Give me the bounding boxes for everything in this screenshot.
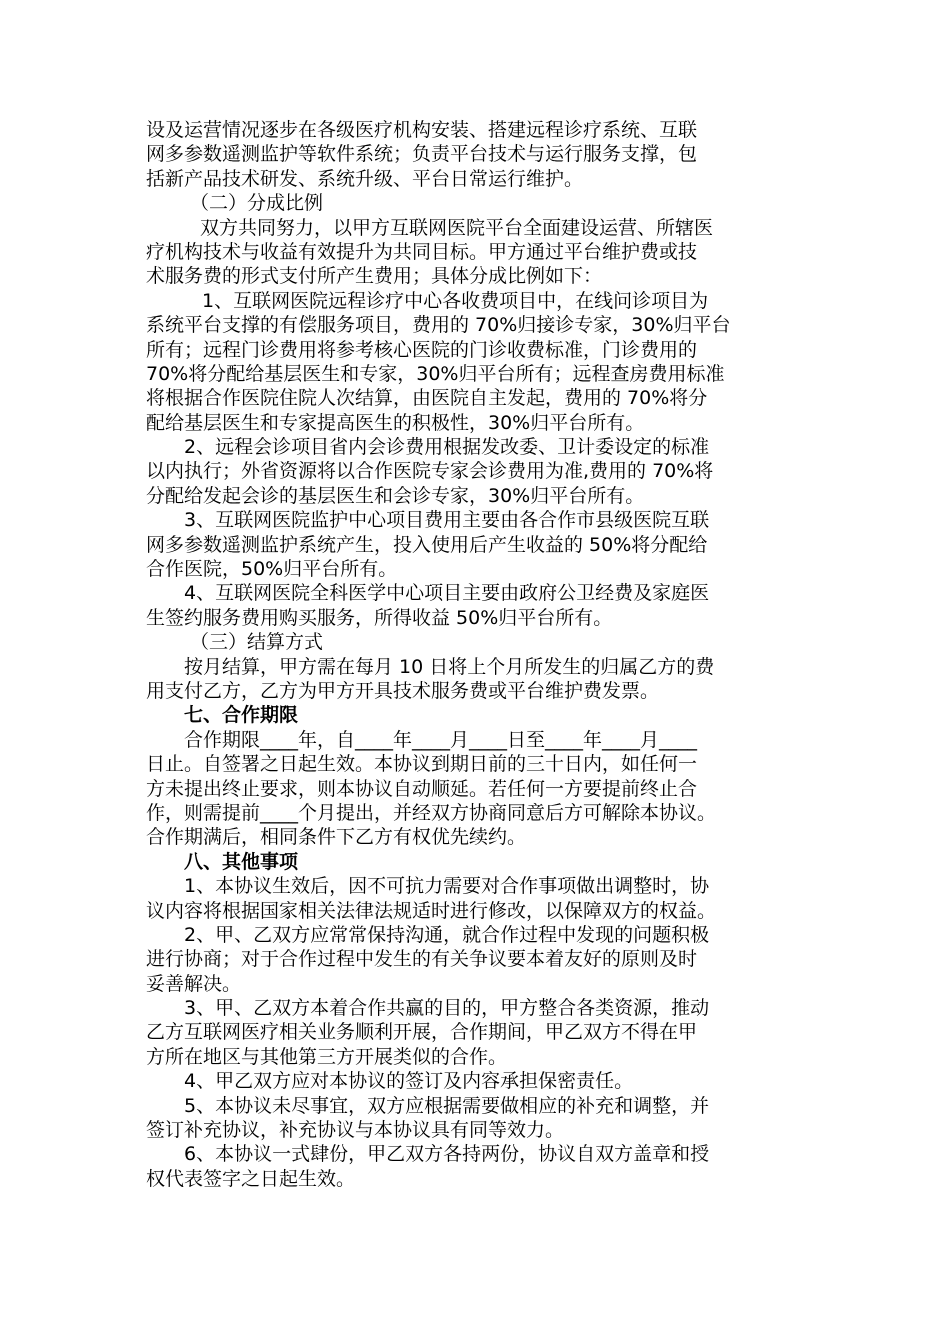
paragraph-line: 设及运营情况逐步在各级医疗机构安装、搭建远程诊疗系统、互联	[146, 119, 698, 141]
paragraph-line: 用支付乙方，乙方为甲方开具技术服务费或平台维护费发票。	[146, 679, 660, 702]
list-item-line: 进行协商；对于合作过程中发生的有关争议要本着友好的原则及时	[146, 948, 698, 971]
list-item-line: 70%将分配给基层医生和专家，30%归平台所有；远程查房费用标准	[146, 362, 725, 385]
subsection-title-share: （二）分成比例	[190, 192, 324, 215]
list-item-line: 将根据合作医院住院人次结算，由医院自主发起，费用的 70%将分	[146, 387, 708, 410]
list-item-line: 所有；远程门诊费用将参考核心医院的门诊收费标准，门诊费用的	[146, 338, 698, 361]
list-item-line: 6、本协议一式肆份，甲乙双方各持两份，协议自双方盖章和授	[184, 1143, 710, 1166]
list-item-line: 5、本协议未尽事宜，双方应根据需要做相应的补充和调整，并	[184, 1094, 710, 1117]
list-item-line: 系统平台支撑的有偿服务项目，费用的 70%归接诊专家，30%归平台	[146, 314, 731, 337]
list-item-line: 网多参数遥测监护系统产生，投入使用后产生收益的 50%将分配给	[146, 533, 708, 556]
section-heading-other: 八、其他事项	[184, 850, 299, 873]
list-item-line: 3、互联网医院监护中心项目费用主要由各合作市县级医院互联	[184, 509, 710, 532]
list-item-line: 4、甲乙双方应对本协议的签订及内容承担保密责任。	[184, 1070, 634, 1093]
paragraph-line: 术服务费的形式支付所产生费用；具体分成比例如下：	[146, 265, 603, 288]
list-item-line: 4、互联网医院全科医学中心项目主要由政府公卫经费及家庭医	[184, 582, 710, 605]
paragraph-line: 合作期限____年，自____年____月____日至____年____月____	[184, 728, 698, 751]
list-item-line: 权代表签字之日起生效。	[146, 1167, 356, 1190]
list-item-line: 签订补充协议，补充协议与本协议具有同等效力。	[146, 1119, 565, 1142]
list-item-line: 1、互联网医院远程诊疗中心各收费项目中，在线问诊项目为	[202, 289, 709, 312]
paragraph-line: 按月结算，甲方需在每月 10 日将上个月所发生的归属乙方的费	[184, 655, 715, 678]
list-item-line: 合作医院，50%归平台所有。	[146, 558, 398, 581]
list-item-line: 乙方互联网医疗相关业务顺利开展，合作期间，甲乙双方不得在甲	[146, 1021, 698, 1044]
list-item-line: 方所在地区与其他第三方开展类似的合作。	[146, 1045, 508, 1068]
paragraph-line: 合作期满后，相同条件下乙方有权优先续约。	[146, 826, 527, 849]
list-item-line: 分配给发起会诊的基层医生和会诊专家，30%归平台所有。	[146, 484, 645, 507]
list-item-line: 妥善解决。	[146, 972, 242, 995]
paragraph-line: 括新产品技术研发、系统升级、平台日常运行维护。	[146, 167, 584, 190]
list-item-line: 2、甲、乙双方应常常保持沟通，就合作过程中发现的问题积极	[184, 923, 710, 946]
paragraph-line: 网多参数遥测监护等软件系统；负责平台技术与运行服务支撑，包	[146, 143, 698, 166]
paragraph-line: 作，则需提前____个月提出，并经双方协商同意后方可解除本协议。	[146, 801, 717, 824]
paragraph-line: 疗机构技术与收益有效提升为共同目标。甲方通过平台维护费或技	[146, 240, 698, 263]
list-item-line: 1、本协议生效后，因不可抗力需要对合作事项做出调整时，协	[184, 875, 710, 898]
list-item-line: 以内执行；外省资源将以合作医院专家会诊费用为准,费用的 70%将	[146, 460, 714, 483]
list-item-line: 3、甲、乙双方本着合作共赢的目的，甲方整合各类资源，推动	[184, 997, 710, 1020]
document-page	[146, 118, 810, 1191]
paragraph-line: 日止。自签署之日起生效。本协议到期日前的三十日内，如任何一	[146, 753, 698, 776]
paragraph-line: 双方共同努力，以甲方互联网医院平台全面建设运营、所辖医	[200, 216, 714, 239]
paragraph-line: 方未提出终止要求，则本协议自动顺延。若任何一方要提前终止合	[146, 777, 698, 800]
list-item-line: 配给基层医生和专家提高医生的积极性，30%归平台所有。	[146, 411, 645, 434]
list-item-line: 议内容将根据国家相关法律法规适时进行修改，以保障双方的权益。	[146, 899, 717, 922]
section-heading-term: 七、合作期限	[184, 704, 299, 727]
list-item-line: 生签约服务费用购买服务，所得收益 50%归平台所有。	[146, 606, 613, 629]
subsection-title-settlement: （三）结算方式	[190, 631, 324, 654]
list-item-line: 2、远程会诊项目省内会诊费用根据发改委、卫计委设定的标准	[184, 436, 710, 459]
